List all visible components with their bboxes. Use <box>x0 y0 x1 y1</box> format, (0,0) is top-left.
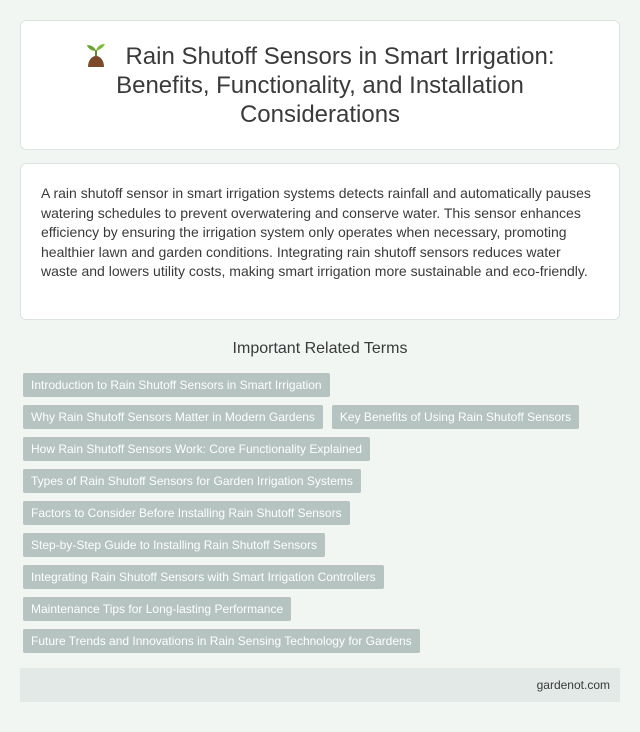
footer <box>20 668 620 702</box>
related-term-tag[interactable]: How Rain Shutoff Sensors Work: Core Functionality Explained <box>23 437 370 461</box>
tag-row <box>23 373 623 397</box>
title-card <box>20 20 620 150</box>
tag-row <box>23 629 623 653</box>
page-title-text: Rain Shutoff Sensors in Smart Irrigation: Benefits, Functionality, and Installation Considerations <box>116 42 555 128</box>
tag-row <box>23 501 623 525</box>
related-term-tag[interactable]: Factors to Consider Before Installing Rain Shutoff Sensors <box>23 501 350 525</box>
related-term-tag[interactable]: Maintenance Tips for Long-lasting Performance <box>23 597 291 621</box>
tag-row <box>23 533 623 557</box>
related-term-tag[interactable]: Key Benefits of Using Rain Shutoff Sensors <box>332 405 579 429</box>
related-term-tag[interactable]: Future Trends and Innovations in Rain Sensing Technology for Gardens <box>23 629 420 653</box>
page-title <box>61 42 579 129</box>
sprout-icon <box>85 43 107 67</box>
tag-row <box>23 437 623 461</box>
tag-row <box>23 597 623 621</box>
related-terms-heading: Important Related Terms <box>232 340 408 357</box>
tag-row <box>23 469 623 493</box>
intro-card <box>20 163 620 320</box>
related-term-tag[interactable]: Introduction to Rain Shutoff Sensors in Smart Irrigation <box>23 373 330 397</box>
related-term-tag[interactable]: Step-by-Step Guide to Installing Rain Shutoff Sensors <box>23 533 325 557</box>
footer-site-link[interactable]: gardenot.com <box>536 678 610 692</box>
related-term-tag[interactable]: Integrating Rain Shutoff Sensors with Smart Irrigation Controllers <box>23 565 384 589</box>
related-term-tag[interactable]: Why Rain Shutoff Sensors Matter in Modern Gardens <box>23 405 323 429</box>
tag-row <box>23 565 623 589</box>
related-term-tag[interactable]: Types of Rain Shutoff Sensors for Garden Irrigation Systems <box>23 469 361 493</box>
intro-paragraph: A rain shutoff sensor in smart irrigation systems detects rainfall and automatically pauses watering schedules to prevent overwatering and conserve water. This sensor enhances efficiency by ensuring the irrigation system only operates when necessary, promoting healthier lawn and garden conditions. Integrating rain shutoff sensors reduces water waste and lowers utility costs, making smart irrigation more sustainable and eco-friendly. <box>41 185 591 280</box>
tag-row <box>23 405 623 429</box>
related-terms-list <box>23 373 623 661</box>
